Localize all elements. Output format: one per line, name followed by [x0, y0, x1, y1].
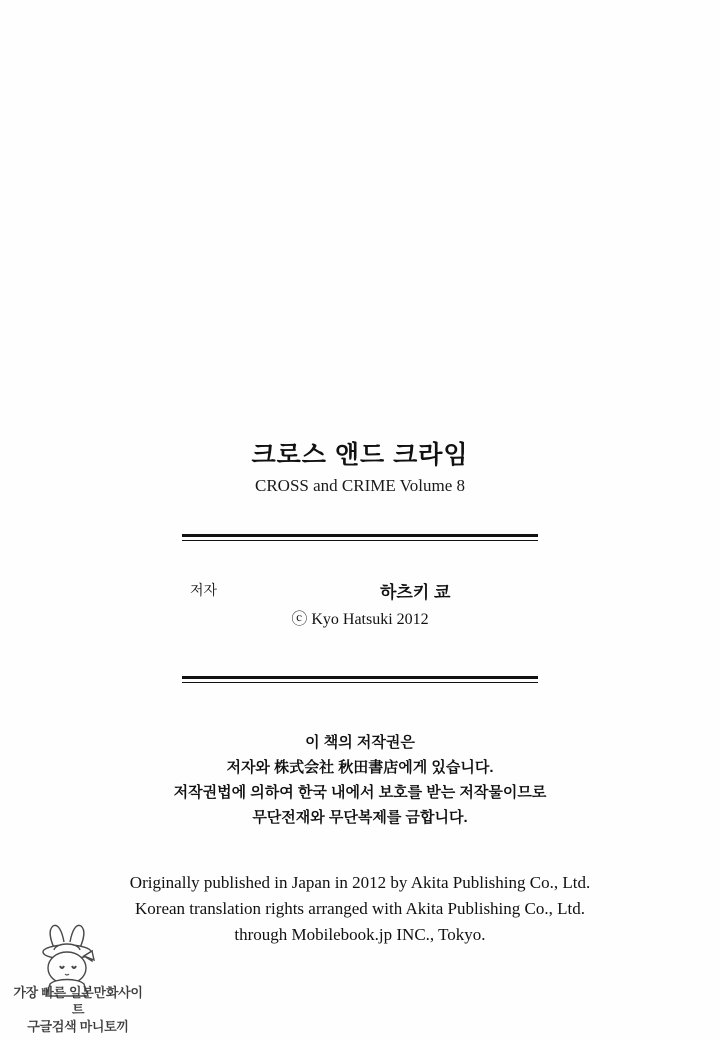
watermark-text — [8, 984, 148, 1035]
page-title-korean: 크로스 앤드 크라임 — [251, 441, 469, 469]
rights-ko-line-1: 이 책의 저작권은 — [305, 734, 415, 751]
colophon-title-block — [0, 440, 720, 496]
site-watermark — [8, 922, 148, 1037]
divider-top — [0, 534, 720, 541]
divider-middle — [0, 676, 720, 683]
watermark-line-2: 구글검색 마니토끼 — [27, 1019, 129, 1034]
rights-en-line-3: through Mobilebook.jp INC., Tokyo. — [234, 925, 486, 944]
rights-ko-line-4: 무단전재와 무단복제를 금합니다. — [252, 809, 468, 826]
watermark-line-1: 가장 빠른 일본만화사이트 — [13, 985, 143, 1017]
rights-en-line-2: Korean translation rights arranged with Akita Publishing Co., Ltd. — [135, 899, 585, 918]
divider-thin-line — [182, 540, 538, 541]
copyright-notice: ⓒ Kyo Hatsuki 2012 — [291, 611, 429, 628]
divider-top-group — [182, 534, 538, 541]
author-name: 하츠키 쿄 — [380, 583, 451, 602]
rights-en-line-1: Originally published in Japan in 2012 by Akita Publishing Co., Ltd. — [129, 873, 591, 892]
divider-middle-group — [182, 676, 538, 683]
author-row — [0, 580, 720, 640]
rights-statement-korean — [0, 730, 720, 830]
author-label: 저자 — [190, 582, 218, 598]
rights-ko-line-2: 저자와 株式会社 秋田書店에게 있습니다. — [226, 759, 494, 776]
rights-ko-line-3: 저작권법에 의하여 한국 내에서 보호를 받는 저작물이므로 — [173, 784, 547, 801]
page-title-english: CROSS and CRIME Volume 8 — [254, 476, 466, 495]
divider-thin-line — [182, 682, 538, 683]
